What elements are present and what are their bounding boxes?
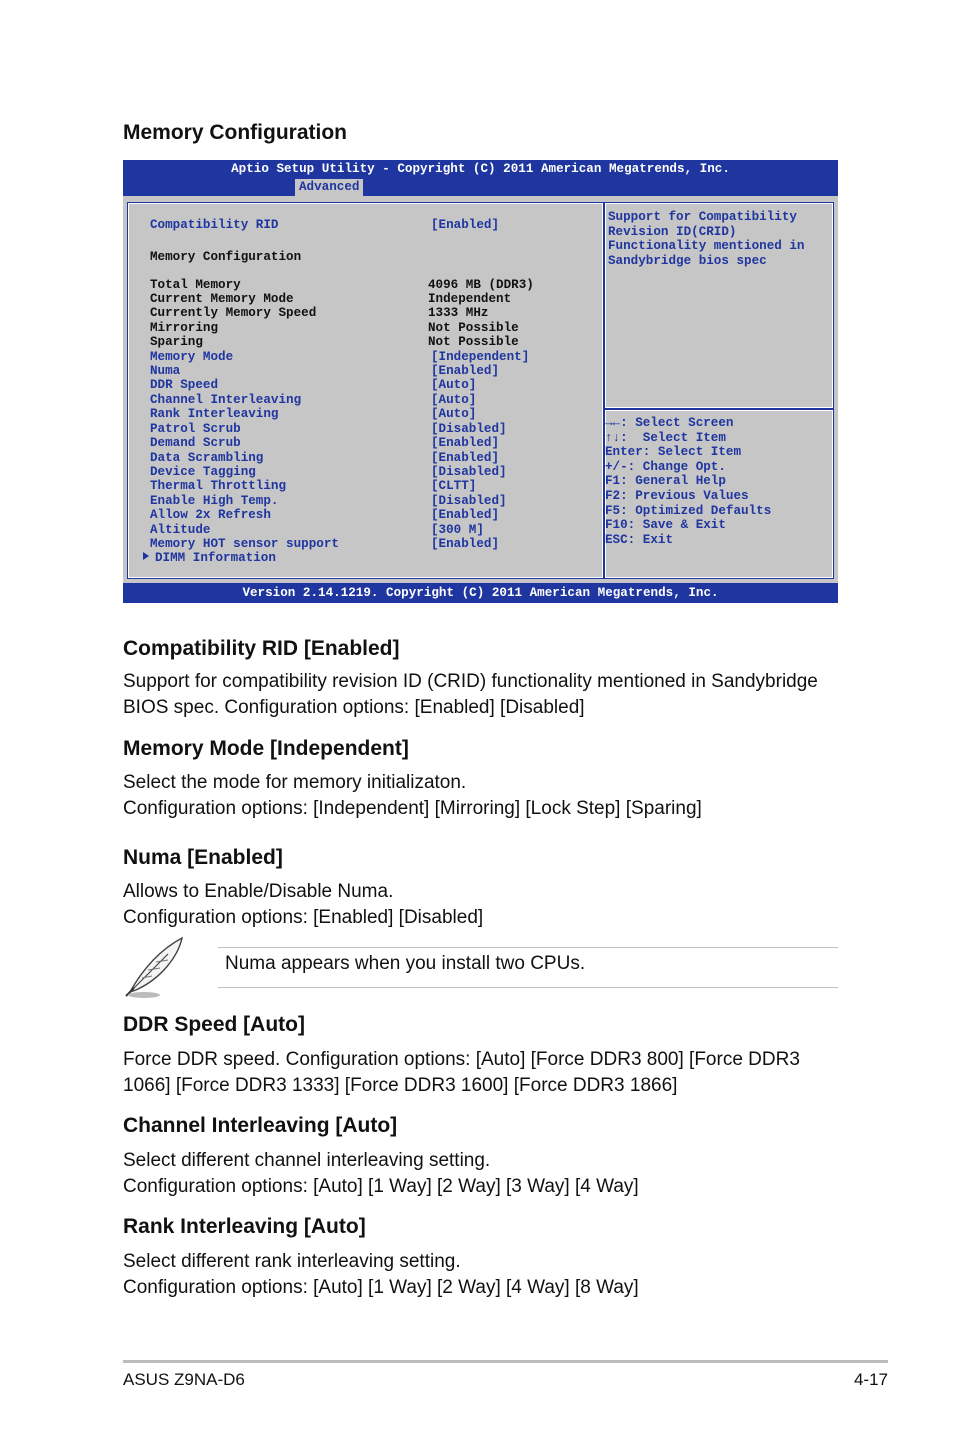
setting-label: Numa [150,364,181,378]
setting-label: Channel Interleaving [150,393,302,407]
tab-advanced[interactable]: Advanced [295,179,363,196]
help-line: Support for Compatibility [608,210,797,224]
setting-row [128,306,598,321]
setting-row[interactable] [128,422,598,437]
setting-row [128,321,598,336]
setting-row[interactable] [128,218,598,233]
setting-value: 1333 MHz [428,306,489,320]
note-rule-top [218,947,838,948]
setting-row[interactable] [128,407,598,422]
setting-row[interactable] [128,494,598,509]
setting-label: Compatibility RID [150,218,279,232]
setting-value[interactable]: [Enabled] [431,537,500,551]
setting-value: Independent [428,292,512,306]
keys-panel [604,409,834,579]
help-line: Functionality mentioned in [608,239,805,254]
setting-value[interactable]: [Auto] [431,407,477,421]
setting-value[interactable]: [Auto] [431,378,477,392]
help-line: Revision ID(CRID) [608,224,737,239]
text-ddr-speed [123,1047,800,1099]
setting-row [128,250,598,265]
help-line: Sandybridge bios spec [608,253,767,268]
setting-label: DDR Speed [150,378,219,392]
key-hint: Enter: Select Item [605,445,742,460]
setting-row[interactable] [128,378,598,393]
key-hint: +/-: Change Opt. [605,459,726,474]
setting-value[interactable]: [Auto] [431,393,477,407]
heading-rank-interleaving: Rank Interleaving [Auto] [123,1215,366,1238]
setting-row[interactable] [128,350,598,365]
setting-row[interactable] [128,479,598,494]
text-line: Select different channel interleaving setting. [123,1150,491,1171]
setting-row[interactable] [128,451,598,466]
key-hint: ↑↓: Select Item [605,430,726,445]
footer-model: ASUS Z9NA-D6 [123,1370,245,1389]
bios-screen [123,160,838,603]
setting-row[interactable] [128,364,598,379]
arrow-right-icon [143,552,149,560]
text-line: Configuration options: [Auto] [1 Way] [2 Way] [4 Way] [8 Way] [123,1277,639,1298]
text-line: Allows to Enable/Disable Numa. [123,881,394,902]
setting-row[interactable] [128,537,598,552]
quill-icon [122,934,188,1000]
key-hint: F5: Optimized Defaults [605,503,772,518]
text-memory-mode [123,770,702,822]
setting-value[interactable]: [Disabled] [431,465,507,479]
setting-label: Allow 2x Refresh [150,508,271,522]
footer-rule [123,1360,888,1363]
key-hint: F2: Previous Values [605,488,749,503]
bios-version-bar [123,583,838,603]
text-line: Select different rank interleaving setting. [123,1251,461,1272]
setting-row [128,292,598,307]
text-channel-interleaving [123,1148,639,1200]
text-rank-interleaving [123,1249,639,1301]
submenu-dimm-information[interactable] [128,551,598,566]
help-panel [604,202,834,409]
setting-label: Memory HOT sensor support [150,537,339,551]
setting-row[interactable] [128,436,598,451]
setting-label: Demand Scrub [150,436,241,450]
heading-channel-interleaving: Channel Interleaving [Auto] [123,1114,398,1137]
bios-title-bar [123,160,838,196]
setting-label: Rank Interleaving [150,407,279,421]
note-text: Numa appears when you install two CPUs. [225,953,586,974]
setting-row[interactable] [128,523,598,538]
setting-value[interactable]: [Disabled] [431,422,507,436]
heading-compatibility-rid: Compatibility RID [Enabled] [123,637,400,660]
setting-label: Current Memory Mode [150,292,294,306]
submenu-label: DIMM Information [155,551,276,565]
setting-label: Total Memory [150,278,241,292]
setting-label: Currently Memory Speed [150,306,317,320]
setting-value[interactable]: [300 M] [431,523,484,537]
text-line: Support for compatibility revision ID (CRID) functionality mentioned in Sandybridge [123,671,818,692]
setting-value[interactable]: [Enabled] [431,218,500,232]
page-title: Memory Configuration [123,121,347,144]
text-line: Force DDR speed. Configuration options: [Auto] [Force DDR3 800] [Force DDR3 [123,1049,800,1070]
key-hint: ESC: Exit [605,532,674,547]
heading-memory-mode: Memory Mode [Independent] [123,737,409,760]
setting-value: Not Possible [428,335,519,349]
heading-numa: Numa [Enabled] [123,846,283,869]
key-hint: F1: General Help [605,474,726,489]
heading-ddr-speed: DDR Speed [Auto] [123,1013,305,1036]
setting-label: Data Scrambling [150,451,264,465]
setting-value[interactable]: [Enabled] [431,364,500,378]
settings-panel [127,202,604,579]
text-line: Select the mode for memory initializaton. [123,772,467,793]
note-rule-bottom [218,987,838,988]
bios-version: Version 2.14.1219. Copyright (C) 2011 American Megatrends, Inc. [242,586,719,600]
text-line: 1066] [Force DDR3 1333] [Force DDR3 1600] [Force DDR3 1866] [123,1075,678,1096]
text-line: Configuration options: [Auto] [1 Way] [2 Way] [3 Way] [4 Way] [123,1176,639,1197]
setting-row[interactable] [128,465,598,480]
setting-value[interactable]: [Disabled] [431,494,507,508]
text-numa [123,879,483,931]
key-hint: →←: Select Screen [605,416,734,430]
key-hint: F10: Save & Exit [605,518,726,533]
setting-row[interactable] [128,508,598,523]
setting-value[interactable]: [Enabled] [431,508,500,522]
text-line: Configuration options: [Enabled] [Disabled] [123,907,484,928]
setting-row [128,335,598,350]
setting-label: Sparing [150,335,203,349]
setting-label: Enable High Temp. [150,494,279,508]
setting-row[interactable] [128,393,598,408]
text-compatibility-rid [123,669,818,721]
footer-page-number: 4-17 [853,1370,888,1389]
setting-label: Altitude [150,523,211,537]
setting-label: Patrol Scrub [150,422,241,436]
setting-label: Memory Configuration [150,250,302,264]
setting-label: Device Tagging [150,465,256,479]
setting-label: Mirroring [150,321,219,335]
setting-label: Memory Mode [150,350,234,364]
bios-title: Aptio Setup Utility - Copyright (C) 2011 American Megatrends, Inc. [231,162,730,176]
setting-value[interactable]: [CLTT] [431,479,477,493]
setting-value[interactable]: [Independent] [431,350,530,364]
text-line: BIOS spec. Configuration options: [Enabled] [Disabled] [123,697,585,718]
text-line: Configuration options: [Independent] [Mirroring] [Lock Step] [Sparing] [123,798,702,819]
setting-value[interactable]: [Enabled] [431,436,500,450]
setting-label: Thermal Throttling [150,479,287,493]
setting-value: Not Possible [428,321,519,335]
setting-value[interactable]: [Enabled] [431,451,500,465]
setting-value: 4096 MB (DDR3) [428,278,534,292]
setting-row [128,278,598,293]
